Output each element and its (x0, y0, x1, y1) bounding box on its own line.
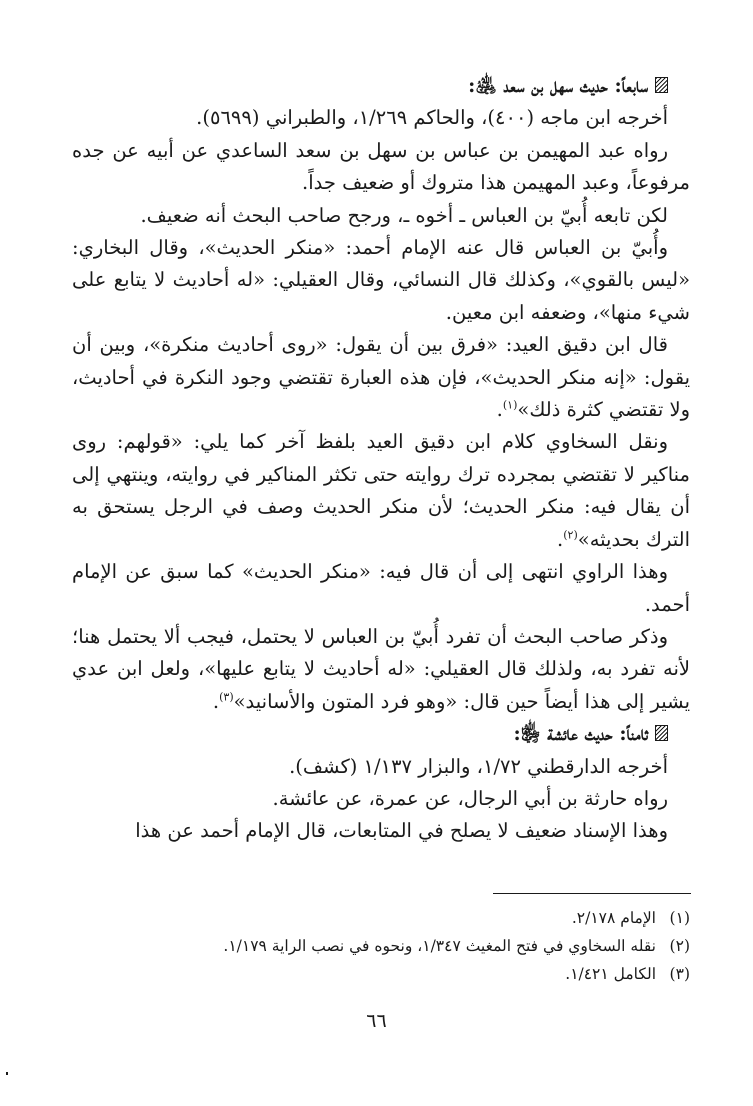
paragraph-sakhawi: ونقل السخاوي كلام ابن دقيق العيد بلفظ آخر كما يلي: «قولهم: روى مناكير لا تقتضي بمجرده ترك روايته حتى تكثر المناكير في روايته، وينتهي إلى أن يقال فيه: منكر الحديث؛ لأن منكر الحديث وصف في الرجل يستحق به الترك بحديثه»$^{(٢)}$. (72, 430, 690, 551)
footnote-text: الكامل ١/٤٢١. (565, 965, 656, 983)
scan-speck (6, 1072, 8, 1075)
page-number: ٦٦ (366, 1010, 387, 1032)
footnotes (72, 904, 690, 988)
footnote-item (72, 932, 690, 960)
section-heading-eighth: ثامناً: حديث عائشة ﵂: (72, 718, 690, 750)
section-marker-icon (655, 77, 668, 93)
section-marker-icon (655, 725, 668, 741)
footnote-number: (١) (669, 909, 690, 927)
paragraph-ubayy-critique: وأُبيّ بن العباس قال عنه الإمام أحمد: «منكر الحديث»، وقال البخاري: «ليس بالقوي»، وكذلك قال النسائي، وقال العقيلي: «له أحاديث لا يتابع على شيء منها»، وضعفه ابن معين. (72, 236, 690, 324)
footnote-ref-2: (٢) (563, 528, 578, 542)
paragraph-isolation: وذكر صاحب البحث أن تفرد أُبيّ بن العباس لا يحتمل، فيجب ألا يحتمل هنا؛ لأنه تفرد به، ولذلك قال العقيلي: «له أحاديث لا يتابع عليها»، ولعل ابن عدي يشير إلى هذا أيضاً حين قال: «وهو فرد المتون والأسانيد»$^{(٣)}$. (72, 624, 690, 713)
paragraph-follow-up: لكن تابعه أُبيّ بن العباس ـ أخوه ـ، ورجح صاحب البحث أنه ضعيف. (140, 203, 668, 227)
main-text (72, 70, 690, 848)
section-heading-seventh: سابعاً: حديث سهل بن سعد ﵁: (72, 70, 690, 102)
footnote-text: الإمام ٢/١٧٨. (571, 909, 656, 927)
paragraph-ibn-daqiq: قال ابن دقيق العيد: «فرق بين أن يقول: «روى أحاديث منكرة»، وبين أن يقول: «إنه منكر الحديث»، فإن هذه العبارة تقتضي وجود النكرة في أحاديث، ولا تقتضي كثرة ذلك»$^{(١)}$. (72, 333, 690, 422)
footnote-item (72, 960, 690, 988)
footnote-number: (٢) (669, 937, 690, 955)
paragraph-narrator-ruling: وهذا الراوي انتهى إلى أن قال فيه: «منكر الحديث» كما سبق عن الإمام أحمد. (72, 560, 690, 616)
footnote-item (72, 904, 690, 932)
paragraph-narration-sahl: رواه عبد المهيمن بن عباس بن سهل بن سعد الساعدي عن أبيه عن جده مرفوعاً، وعبد المهيمن هذا متروك أو ضعيف جداً. (72, 138, 690, 195)
paragraph-takhrij-sahl: أخرجه ابن ماجه (٤٠٠)، والحاكم ١/٢٦٩، والطبراني (٥٦٩٩). (196, 106, 668, 130)
footnote-ref-1: (١) (502, 398, 518, 412)
paragraph-takhrij-aisha: أخرجه الدارقطني ١/٧٢، والبزار ١/١٣٧ (كشف). (289, 754, 668, 778)
paragraph-narration-aisha: رواه حارثة بن أبي الرجال، عن عمرة، عن عائشة. (272, 786, 668, 810)
footnote-number: (٣) (669, 965, 690, 983)
footnote-ref-3: (٣) (219, 690, 234, 704)
footnote-text: نقله السخاوي في فتح المغيث ١/٣٤٧، ونحوه في نصب الراية ١/١٧٩. (223, 937, 656, 955)
footnote-divider (493, 893, 691, 894)
paragraph-chain-weak: وهذا الإسناد ضعيف لا يصلح في المتابعات، قال الإمام أحمد عن هذا (135, 819, 668, 843)
